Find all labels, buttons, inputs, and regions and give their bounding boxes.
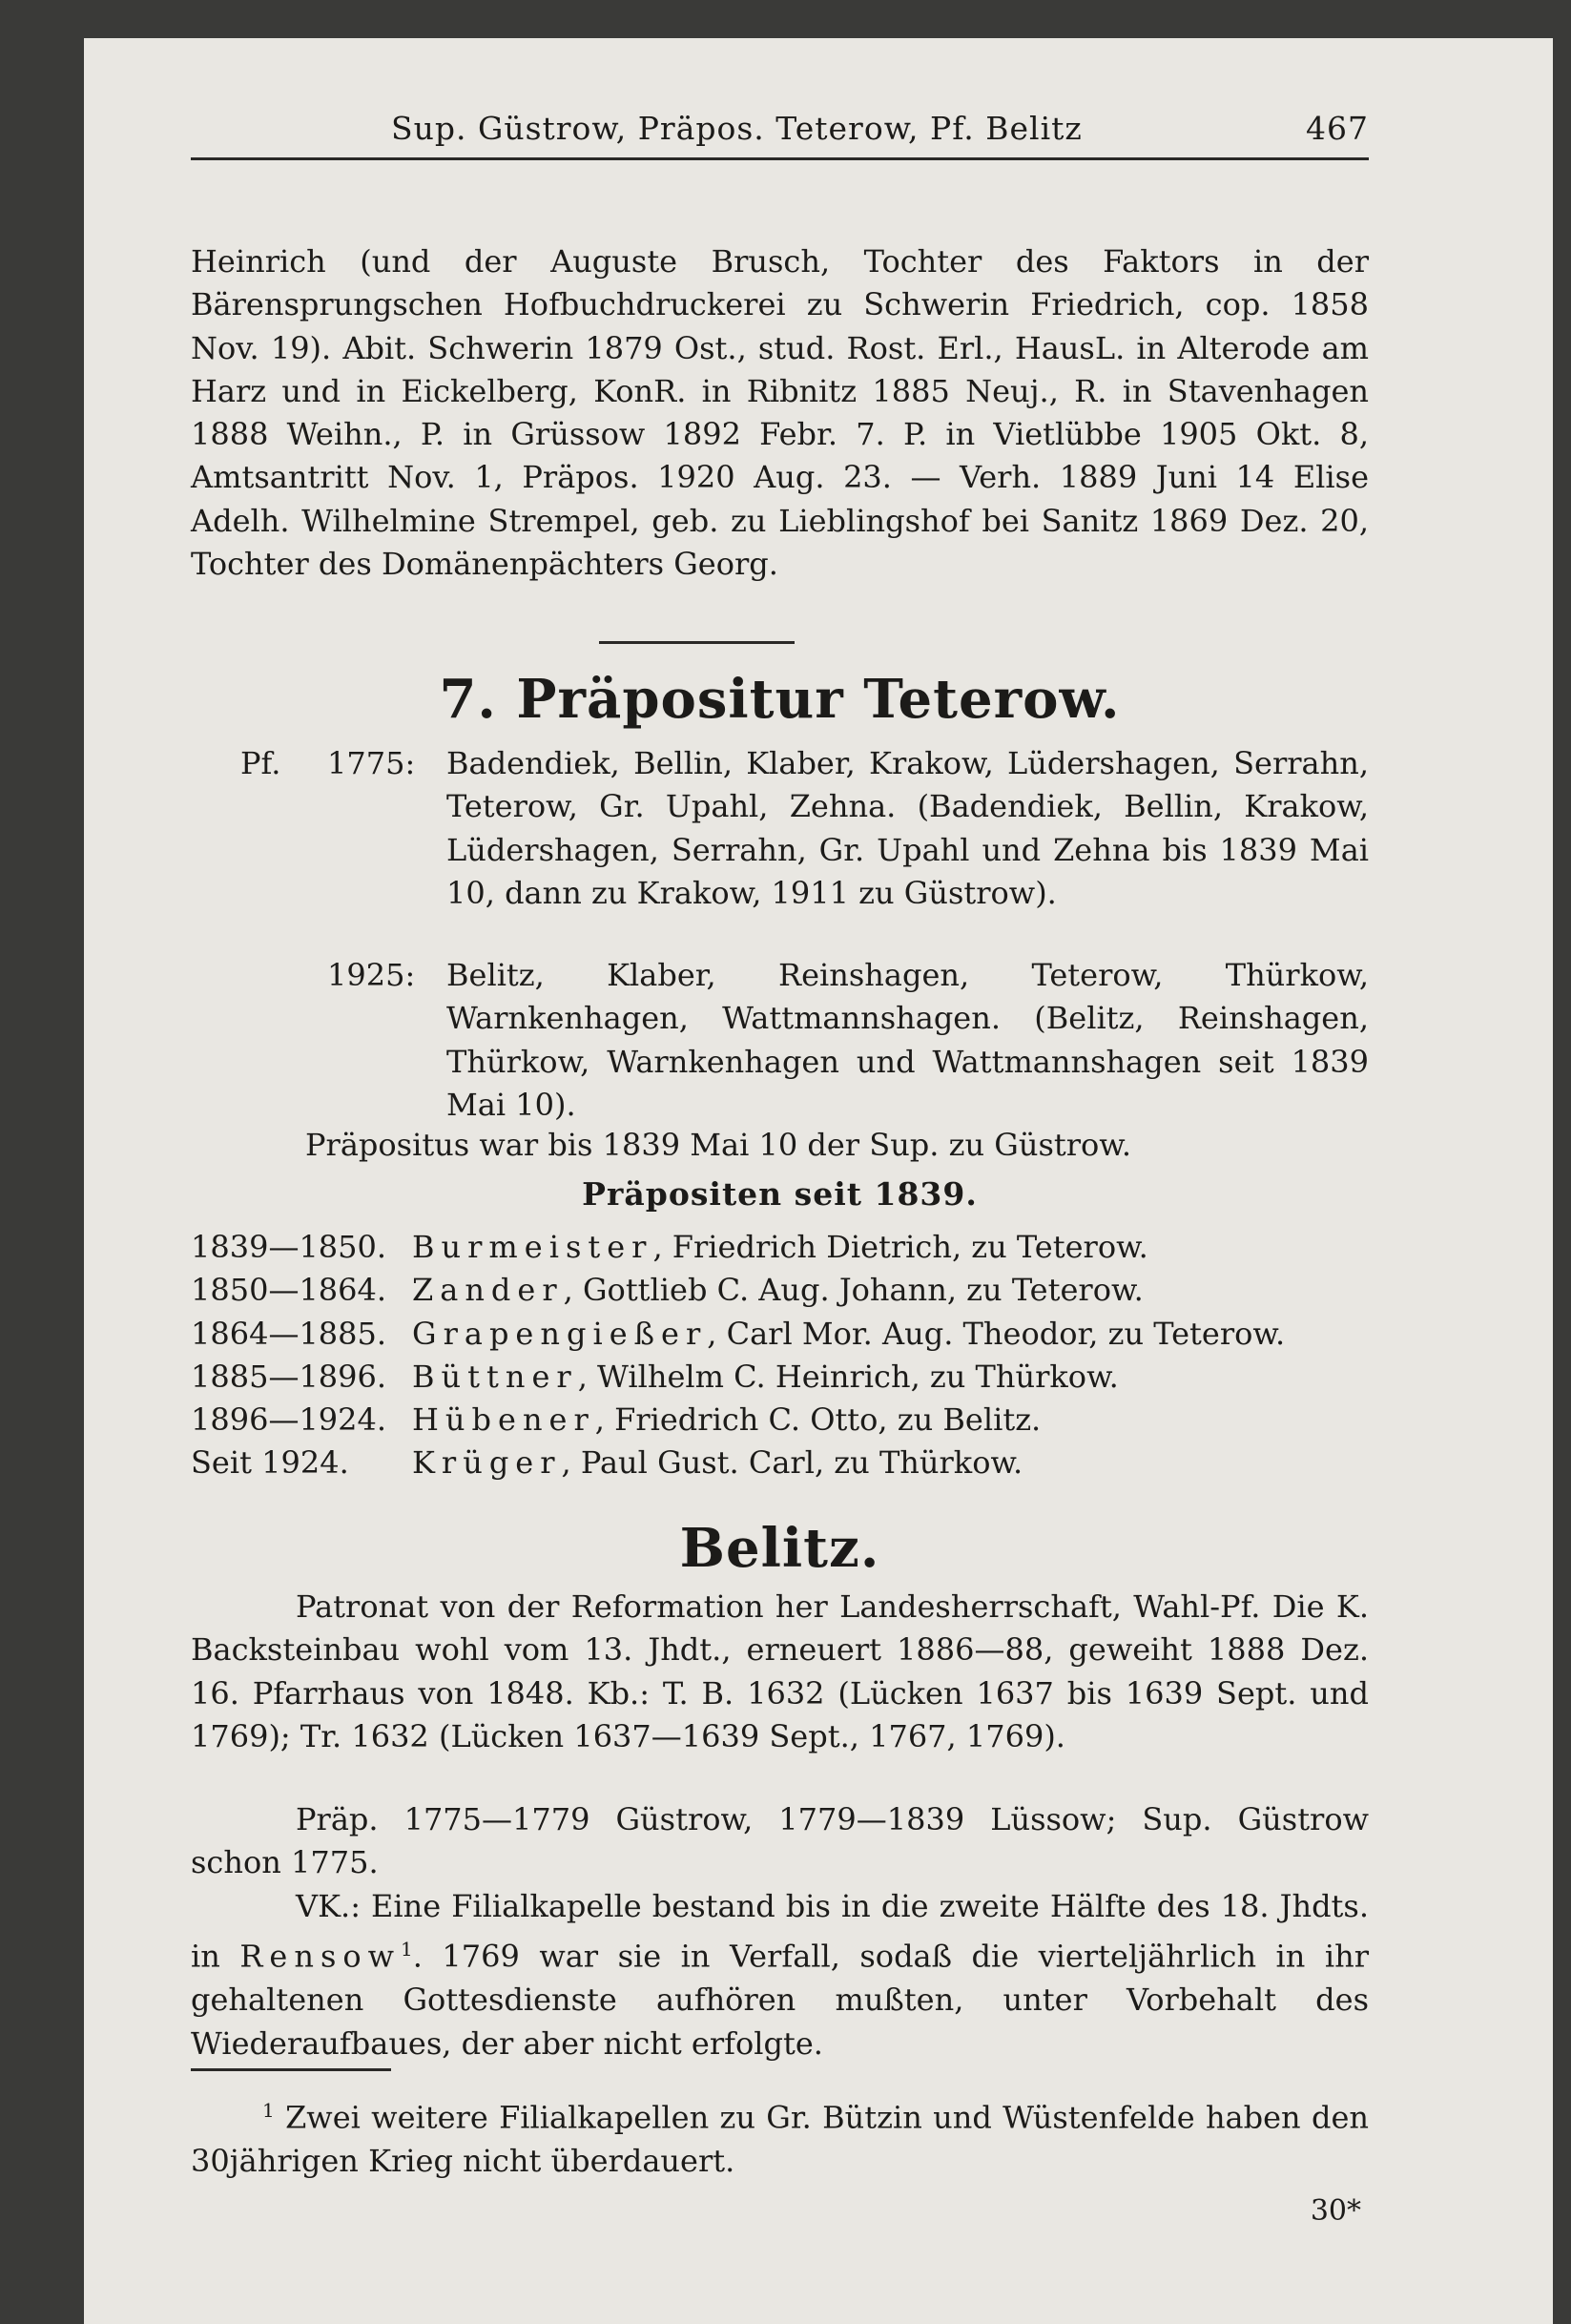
running-header xyxy=(191,110,1369,154)
belitz-paragraph-vk xyxy=(191,1885,1369,2065)
list-item xyxy=(191,1356,1369,1399)
footnote-rule xyxy=(191,2068,391,2071)
term-dates: Seit 1924. xyxy=(191,1444,349,1482)
place-rensow: Rensow xyxy=(239,1938,402,1975)
vk-text-before: VK.: Eine Filialkapelle bestand bis in die zweite Hälfte des 18. Jhdts. in xyxy=(191,1888,1369,1975)
person-details: , Paul Gust. Carl, zu Thürkow. xyxy=(561,1444,1023,1482)
footnote-mark: 1 xyxy=(262,2099,275,2122)
person-details: , Gottlieb C. Aug. Johann, zu Teterow. xyxy=(563,1272,1144,1309)
section-heading: 7. Präpositur Teterow. xyxy=(439,668,1121,731)
parish-heading-belitz: Belitz. xyxy=(679,1517,880,1580)
term-dates: 1896—1924. xyxy=(191,1401,387,1439)
person-details: , Wilhelm C. Heinrich, zu Thürkow. xyxy=(577,1358,1119,1395)
belitz-paragraph-patronat: Patronat von der Reformation her Landesherrschaft, Wahl-Pf. Die K. Backsteinbau wohl vom 13. Jhdt., erneuert 1886—88, geweiht 1888 Dez. 16. Pfarrhaus von 1848. Kb.: T. B. 1632 (Lücken 1637 bis 1639 Sept. und 1769); Tr. 1632 (Lücken 1637—1639 Sept., 1767, 1769). xyxy=(191,1588,1369,1754)
footnote-text: Zwei weitere Filialkapellen zu Gr. Bützin und Wüstenfelde haben den 30jährigen Krieg nicht überdauert. xyxy=(191,2099,1370,2179)
person-name: Büttner xyxy=(412,1358,578,1395)
list-item xyxy=(191,1313,1369,1356)
person-name: Burmeister xyxy=(412,1229,653,1265)
person-details: , Friedrich C. Otto, zu Belitz. xyxy=(594,1401,1042,1439)
signature-mark: 30* xyxy=(1310,2194,1361,2228)
term-dates: 1864—1885. xyxy=(191,1315,387,1352)
bio-paragraph: Heinrich (und der Auguste Brusch, Tochter des Faktors in der Bärensprungschen Hofbuchdruckerei zu Schwerin Friedrich, cop. 1858 Nov. 19). Abit. Schwerin 1879 Ost., stud. Rost. Erl., HausL. in Alterode am Harz und in Eickelberg, KonR. in Ribnitz 1885 Neuj., R. in Stavenhagen 1888 Weihn., P. in Grüssow 1892 Febr. 7. P. in Vietlübbe 1905 Okt. 8, Amtsantritt Nov. 1, Präpos. 1920 Aug. 23. — Verh. 1889 Juni 14 Elise Adelh. Wilhelmine Strempel, geb. zu Lieblingshof bei Sanitz 1869 Dez. 20, Tochter des Domänenpächters Georg. xyxy=(191,243,1369,583)
person-name: Grapengießer xyxy=(412,1315,708,1352)
person-name: Hübener xyxy=(412,1401,595,1439)
footnote xyxy=(191,2089,1369,2183)
entry-year: 1775: xyxy=(327,745,416,781)
parish-entry-1775 xyxy=(191,742,1369,952)
person-name: Krüger xyxy=(412,1444,562,1482)
running-title: Sup. Güstrow, Präpos. Teterow, Pf. Belitz xyxy=(391,110,1083,147)
entry-text: Belitz, Klaber, Reinshagen, Teterow, Thürkow, Warnkenhagen, Wattmannshagen. (Belitz, Reinshagen, Thürkow, Warnkenhagen und Wattmannshagen seit 1839 Mai 10). xyxy=(446,957,1369,1123)
list-item xyxy=(191,1399,1369,1442)
entry-year: 1925: xyxy=(327,957,416,993)
praepositus-note: Präpositus war bis 1839 Mai 10 der Sup. zu Güstrow. xyxy=(305,1127,1132,1163)
page-number: 467 xyxy=(1306,110,1369,147)
person-details: , Carl Mor. Aug. Theodor, zu Teterow. xyxy=(707,1315,1286,1352)
entry-label: Pf. xyxy=(240,745,281,781)
person-name: Zander xyxy=(412,1272,564,1309)
list-item xyxy=(191,1442,1369,1484)
person-details: , Friedrich Dietrich, zu Teterow. xyxy=(652,1229,1148,1265)
term-dates: 1839—1850. xyxy=(191,1229,387,1265)
parish-entry-1925 xyxy=(191,954,1369,1126)
praepositen-list xyxy=(191,1226,1369,1485)
footnote-reference: 1 xyxy=(401,1938,413,1961)
list-item xyxy=(191,1269,1369,1312)
belitz-paragraph-praep: Präp. 1775—1779 Güstrow, 1779—1839 Lüssow; Sup. Güstrow schon 1775. xyxy=(191,1801,1369,1881)
entry-text: Badendiek, Bellin, Klaber, Krakow, Lüdershagen, Serrahn, Teterow, Gr. Upahl, Zehna. (Badendiek, Bellin, Krakow, Lüdershagen, Serrahn, Gr. Upahl und Zehna bis 1839 Mai 10, dann zu Krakow, 1911 zu Güstrow). xyxy=(446,745,1369,911)
praepositen-heading: Präpositen seit 1839. xyxy=(582,1175,978,1213)
vk-text-after: . 1769 war sie in Verfall, sodaß die vierteljährlich in ihr gehaltenen Gottesdienste aufhören mußten, unter Vorbehalt des Wiederaufbaues, der aber nicht erfolgte. xyxy=(191,1938,1370,2062)
header-rule xyxy=(191,157,1369,160)
term-dates: 1850—1864. xyxy=(191,1272,387,1309)
section-divider xyxy=(599,641,795,644)
list-item xyxy=(191,1226,1369,1269)
term-dates: 1885—1896. xyxy=(191,1358,387,1395)
